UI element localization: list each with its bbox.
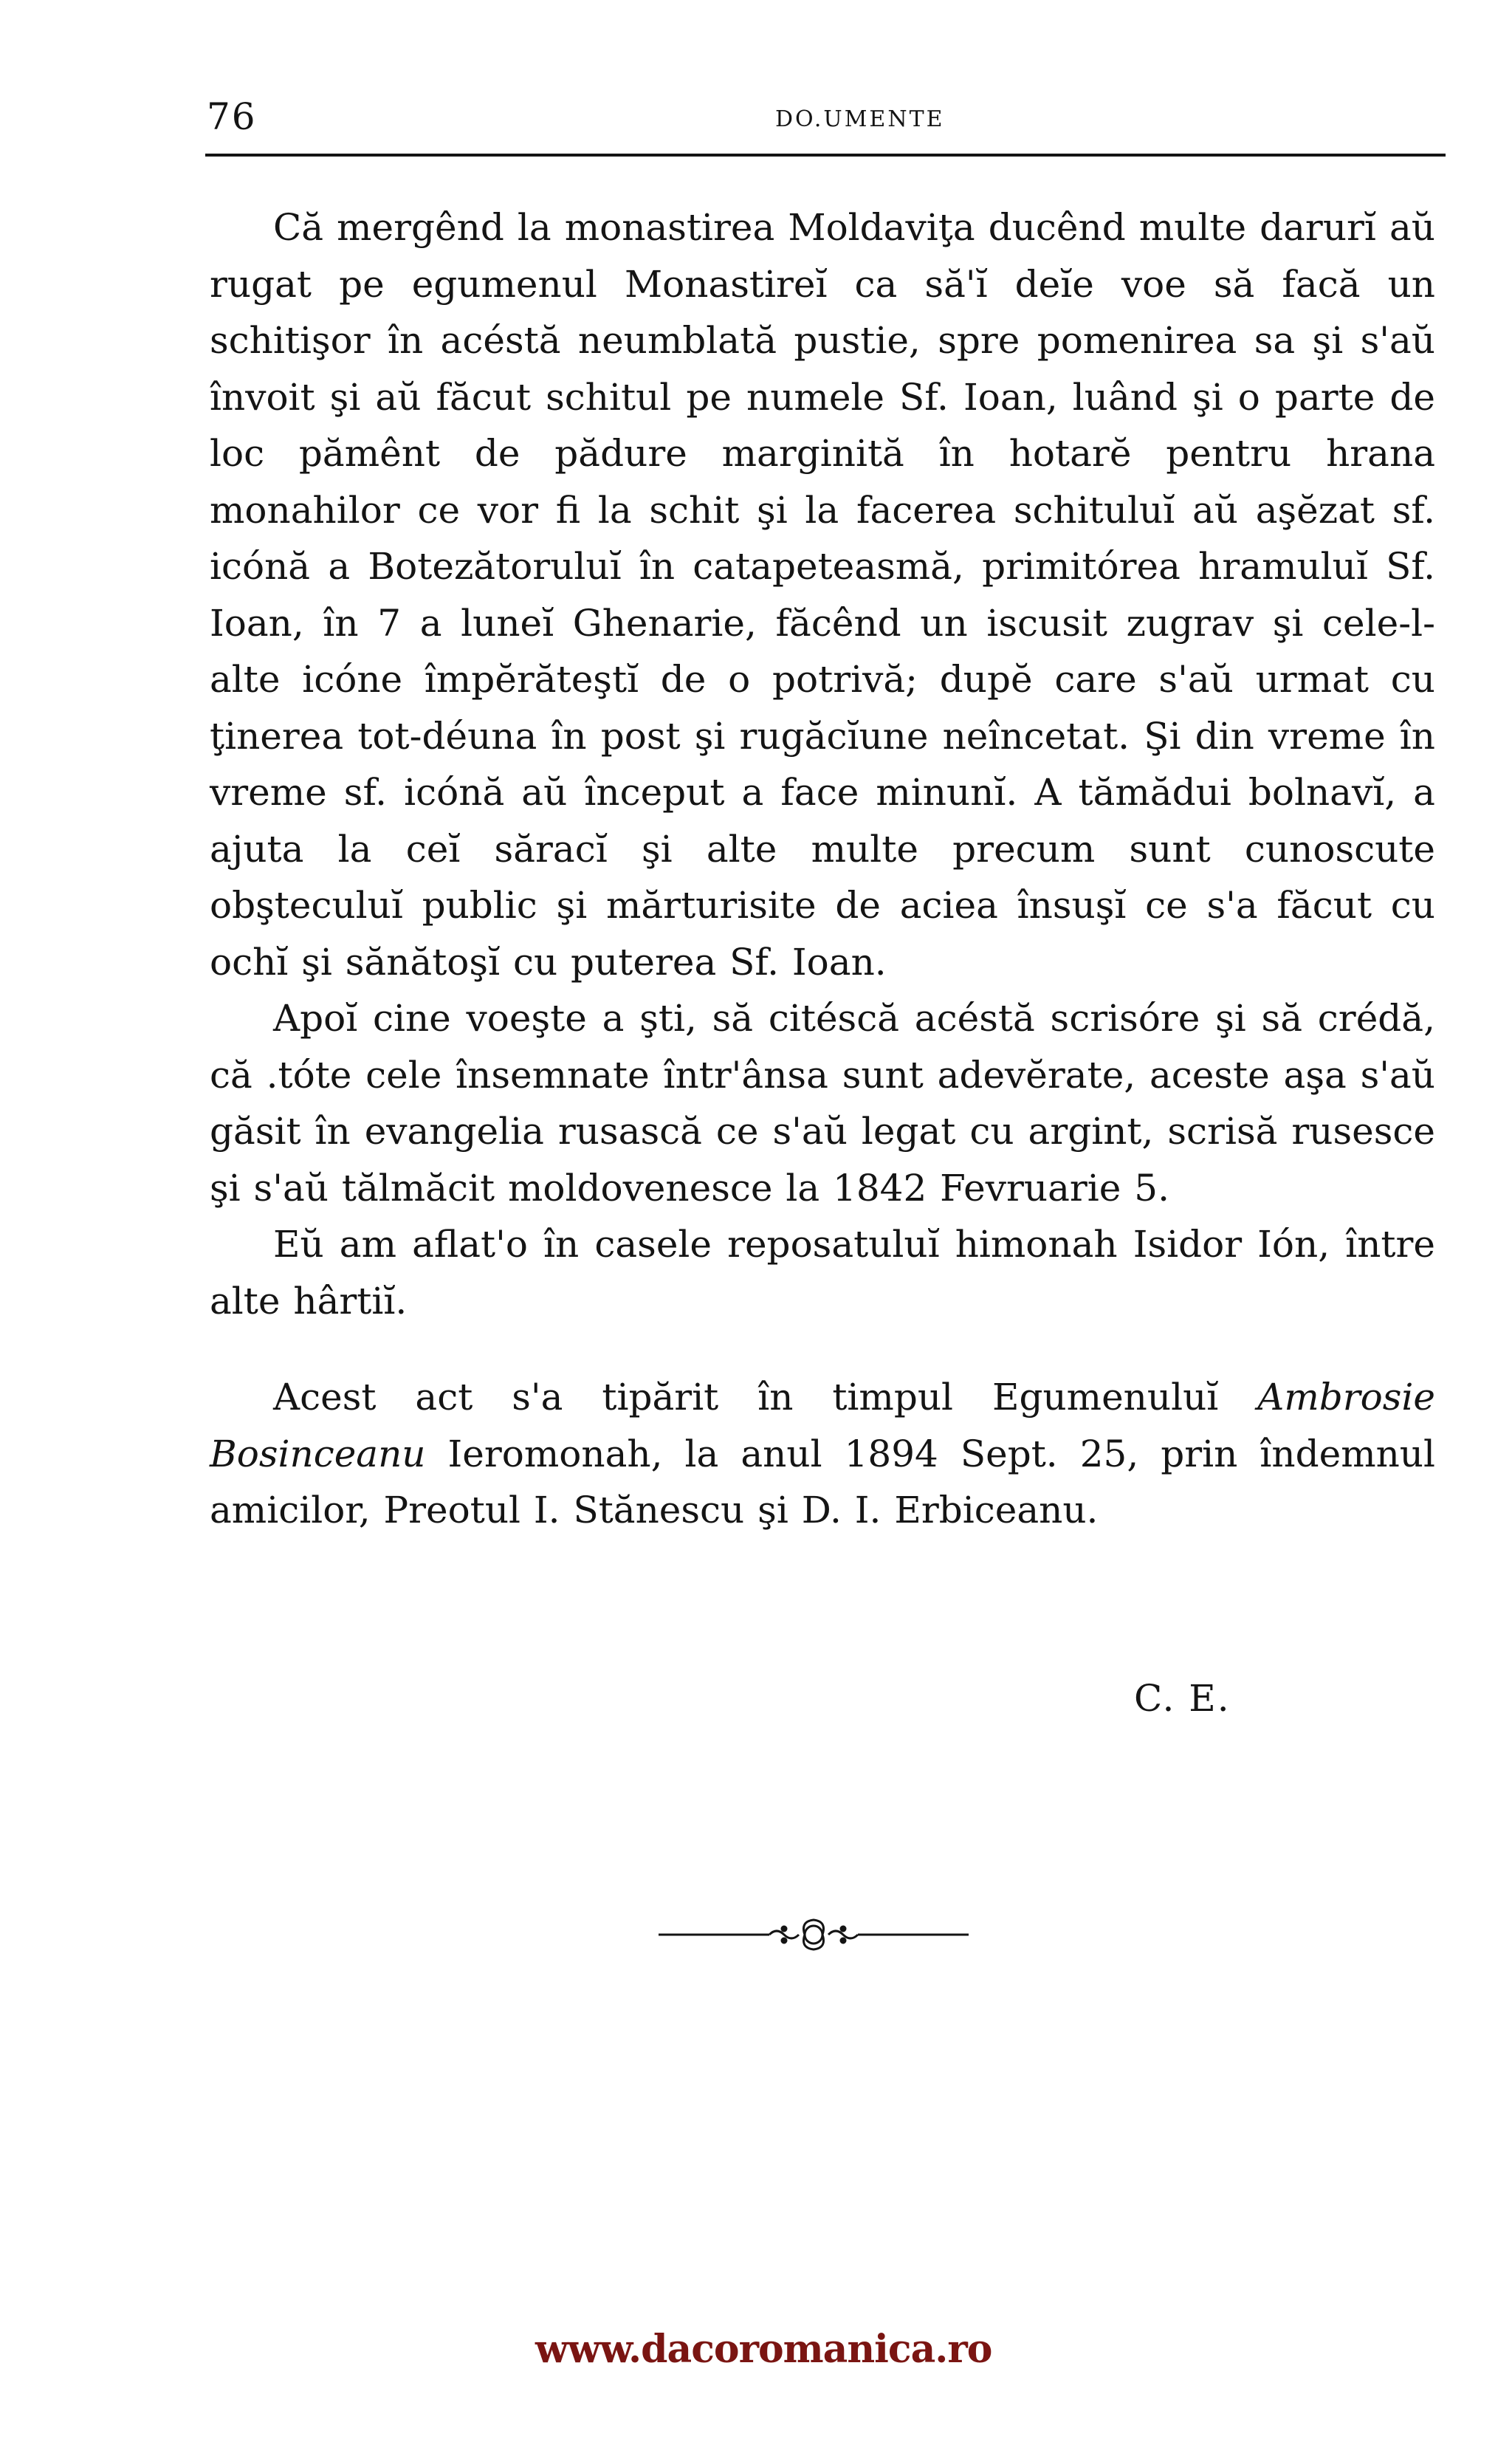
printing-note [210,1369,1435,1539]
footer-url: www.dacoromanica.ro [535,2327,992,2372]
paragraph-1: Că mergênd la monastirea Moldaviţa ducênd multe darurĭ aŭ rugat pe egumenul Monastireĭ ca să'ĭ deĭe voe să facă un schitişor în acéstă neumblată pustie, spre pomenirea sa şi s'aŭ învoit şi aŭ făcut schitul pe numele Sf. Ioan, luând şi o parte de loc pămênt de pădure marginită în hotarĕ pentru hrana monahilor ce vor fi la schit şi la facerea schituluĭ aŭ aşĕzat sf. icónă a Botezătoruluĭ în catapeteasmă, primitórea hramuluĭ Sf. Ioan, în 7 a luneĭ Ghenarie, făcênd un iscusit zugrav şi cele-l-alte icóne împĕrăteştĭ de o potrivă; dupĕ care s'aŭ urmat cu ţinerea tot-déuna în post şi rugăcĭune neîncetat. Şi din vreme în vreme sf. icónă aŭ început a face minunĭ. A tămădui bolnavĭ, a ajuta la ceĭ săracĭ şi alte multe precum sunt cunoscute obşteculuĭ public şi mărturisite de aciea însuşĭ ce s'a făcut cu ochĭ şi sănătoşĭ cu puterea Sf. Ioan. [210,206,1435,984]
body-text [210,199,1435,1539]
note-text-after: Ieromonah, la anul 1894 Sept. 25, prin îndemnul amicilor, Preotul I. Stănescu şi D. I. Erbiceanu. [210,1432,1435,1531]
page-number: 76 [207,95,257,138]
header-rule [205,154,1446,157]
signature-initials: C. E. [1134,1677,1231,1720]
fleuron-ornament-icon [659,1913,969,1957]
paragraph-3: Eŭ am aflat'o în casele reposatuluĭ himonah Isidor Ión, între alte hârtiĭ. [210,1223,1435,1323]
ornament-svg [659,1913,969,1957]
paragraph-2: Apoĭ cine voeşte a şti, să citéscă acéstă scrisóre şi să crédă, că .tóte cele însemnate într'ânsa sunt adevĕrate, aceste aşa s'aŭ găsit în evangelia rusască ce s'aŭ legat cu argint, scrisă rusesce şi s'aŭ tălmăcit moldovenesce la 1842 Fevruarie 5. [210,997,1435,1210]
running-head: DO.UMENTE [775,106,945,132]
note-text-before: Acest act s'a tipărit în timpul Egumenuluĭ [273,1376,1258,1419]
note-italic-name: Ambrosie Bosinceanu [210,1376,1435,1475]
